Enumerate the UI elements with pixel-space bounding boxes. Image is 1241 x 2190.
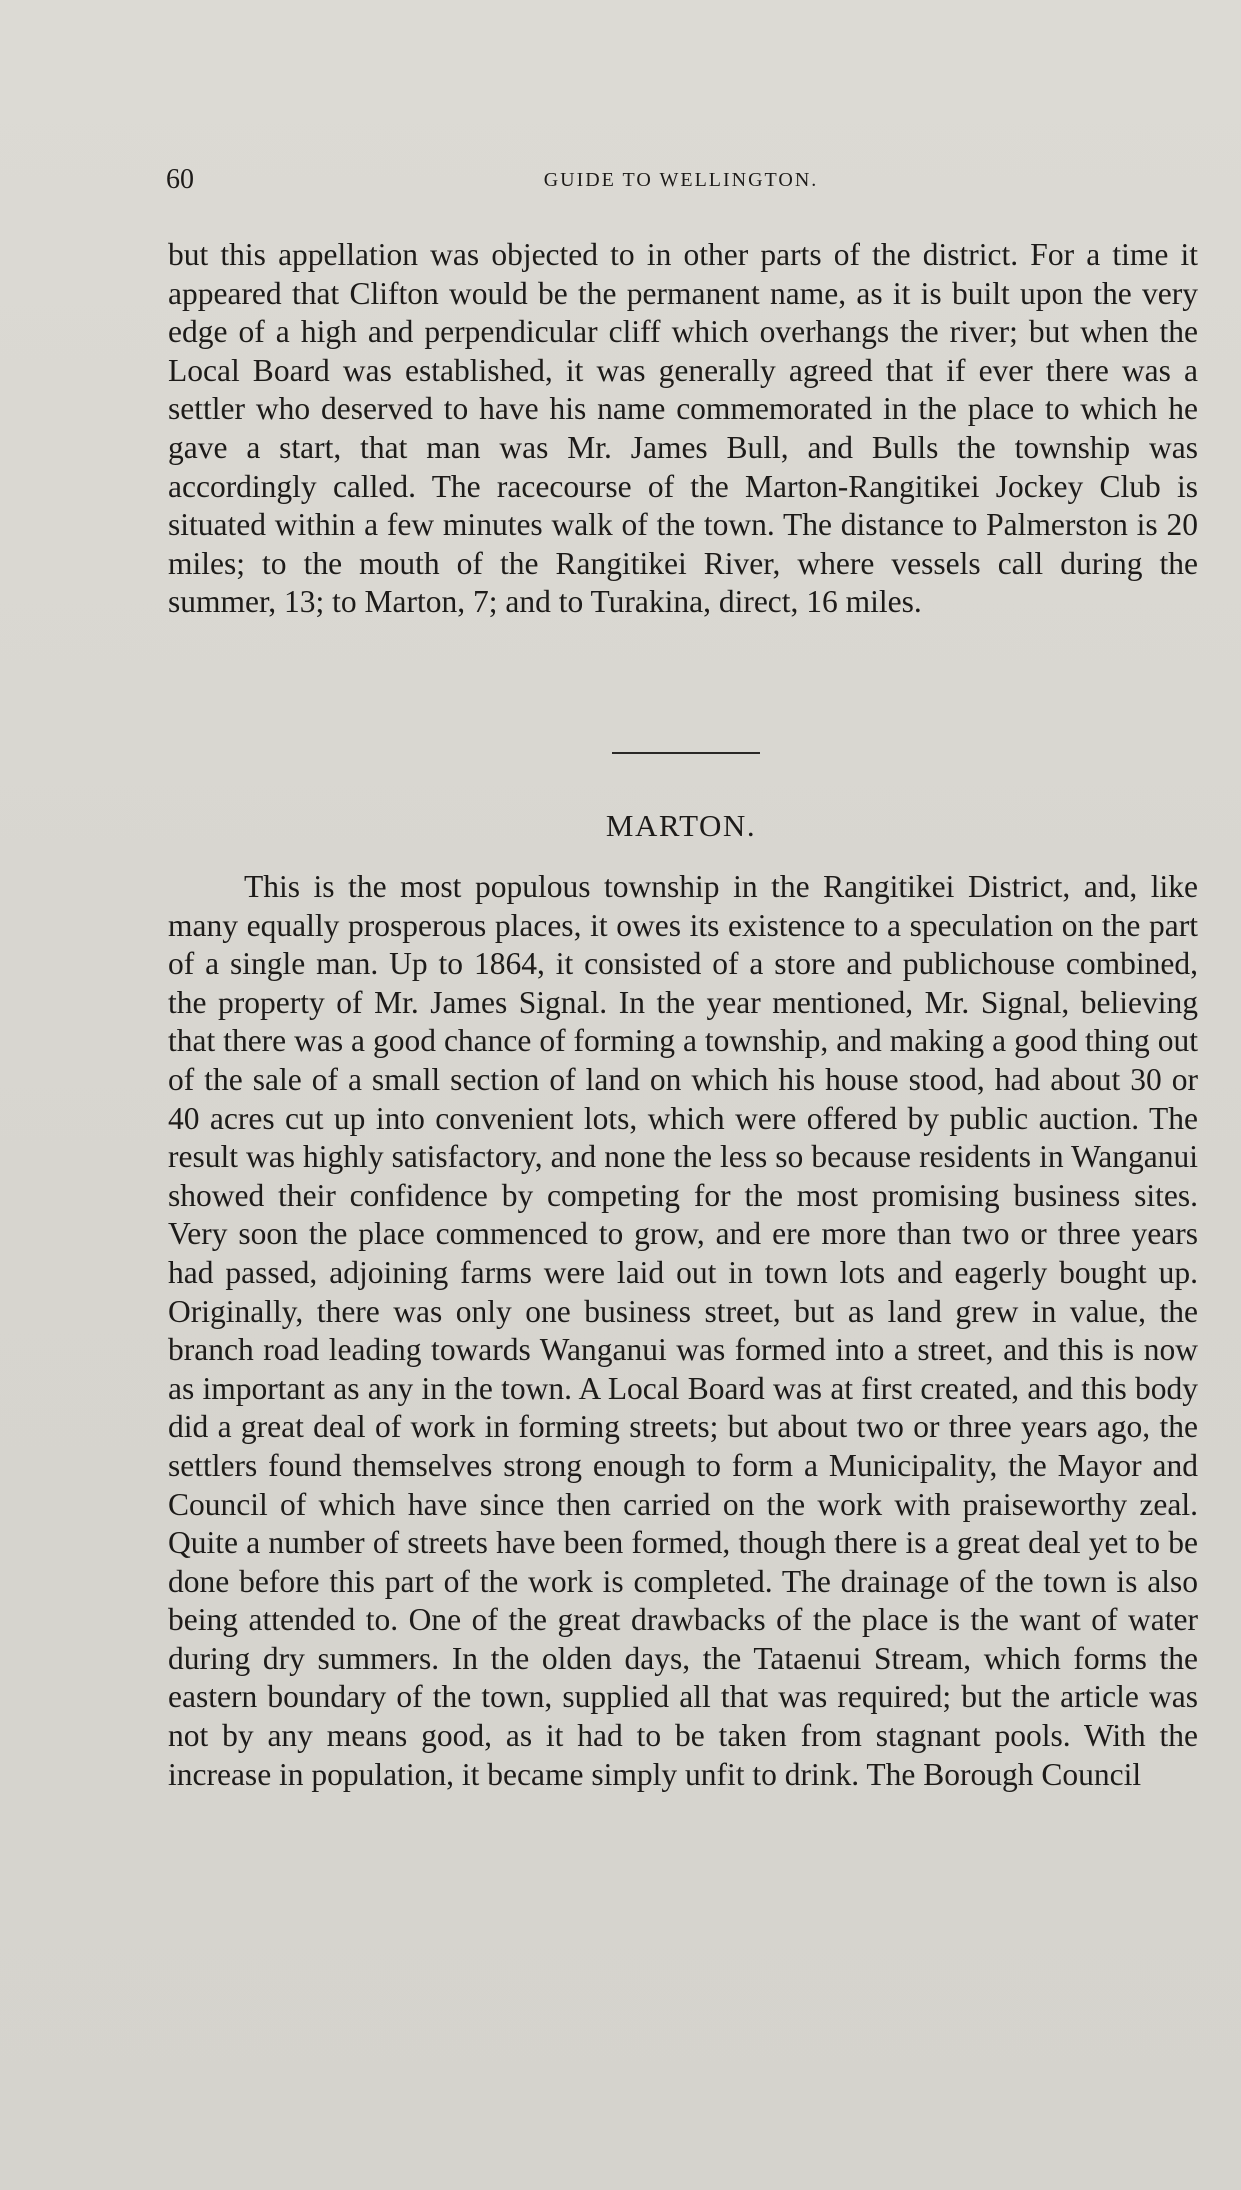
section-divider-rule <box>612 752 760 754</box>
paragraph-bulls-continued: but this appellation was objected to in other parts of the district. For a time it appeared that Clifton would be the permanent name, as it is built upon the very edge of a high and perpendicular cliff which overhangs the river; but when the Local Board was established, it was generally agreed that if ever there was a settler who deserved to have his name commemorated in the place to which he gave a start, that man was Mr. James Bull, and Bulls the township was accordingly called. The racecourse of the Marton-Rangitikei Jockey Club is situated within a few minutes walk of the town. The distance to Palmerston is 20 miles; to the mouth of the Rangitikei River, where vessels call during the summer, 13; to Marton, 7; and to Turakina, direct, 16 miles. <box>168 237 1198 620</box>
running-title: GUIDE TO WELLINGTON. <box>543 169 819 191</box>
page-number: 60 <box>166 164 194 195</box>
running-head <box>166 160 1196 200</box>
section-heading-marton: MARTON. <box>605 808 757 843</box>
paragraph-marton: This is the most populous township in the Rangitikei District, and, like many equally prosperous places, it owes its existence to a speculation on the part of a single man. Up to 1864, it consisted of a store and publichouse combined, the property of Mr. James Signal. In the year mentioned, Mr. Signal, believing that there was a good chance of forming a township, and making a good thing out of the sale of a small section of land on which his house stood, had about 30 or 40 acres cut up into convenient lots, which were offered by public auction. The result was highly satisfactory, and none the less so because residents in Wanganui showed their confidence by competing for the most promising business sites. Very soon the place commenced to grow, and ere more than two or three years had passed, adjoining farms were laid out in town lots and eagerly bought up. Originally, there was only one business street, but as land grew in value, the branch road leading towards Wanganui was formed into a street, and this is now as important as any in the town. A Local Board was at first created, and this body did a great deal of work in forming streets; but about two or three years ago, the settlers found themselves strong enough to form a Municipality, the Mayor and Council of which have since then carried on the work with praiseworthy zeal. Quite a number of streets have been formed, though there is a great deal yet to be done before this part of the work is completed. The drainage of the town is also being attended to. One of the great drawbacks of the place is the want of water during dry summers. In the olden days, the Tataenui Stream, which forms the eastern boundary of the town, supplied all that was required; but the article was not by any means good, as it had to be taken from stagnant pools. With the increase in population, it became simply unfit to drink. The Borough Council <box>168 869 1198 1792</box>
